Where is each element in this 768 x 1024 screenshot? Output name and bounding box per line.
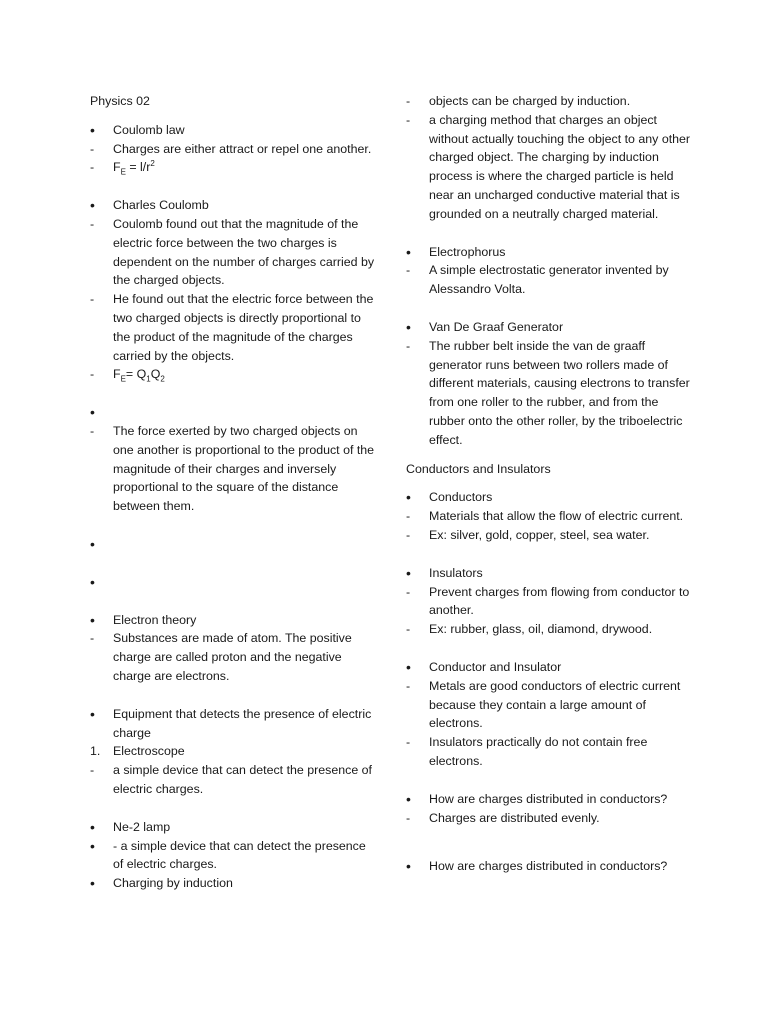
list-item <box>90 705 375 743</box>
item-text: Electroscope <box>113 744 185 759</box>
formula-part: = l/r <box>125 160 151 175</box>
item-text: How are charges distributed in conductors? <box>429 859 668 874</box>
formula-text <box>113 159 155 177</box>
dash-icon: - <box>406 584 411 599</box>
list-item <box>406 337 696 450</box>
formula-sub: 1 <box>146 374 151 384</box>
bullet-icon: • <box>90 818 95 835</box>
number-marker: 1. <box>90 744 101 759</box>
list-item <box>406 488 696 507</box>
empty-bullet <box>90 573 375 592</box>
item-text: Substances are made of atom. The positive charge are called proton and the negative charge are electrons. <box>113 631 352 683</box>
bullet-icon: • <box>406 564 411 581</box>
list-item <box>406 809 696 828</box>
formula-sub: E <box>120 167 126 177</box>
item-text: Equipment that detects the presence of electric charge <box>113 706 372 740</box>
right-column <box>406 92 696 876</box>
bullet-icon: • <box>90 573 95 590</box>
bullet-icon: • <box>90 705 95 722</box>
bullet-icon: • <box>90 121 95 138</box>
dash-icon: - <box>90 423 95 438</box>
dash-icon: - <box>90 141 95 156</box>
item-text: Charging by induction <box>113 876 233 891</box>
item-text: How are charges distributed in conductors? <box>429 791 668 806</box>
empty-bullet <box>90 535 375 554</box>
item-text: Ex: rubber, glass, oil, diamond, drywood. <box>429 622 653 637</box>
list-item <box>406 620 696 639</box>
bullet-icon: • <box>90 535 95 552</box>
dash-icon: - <box>90 292 95 307</box>
item-text: Van De Graaf Generator <box>429 319 564 334</box>
dash-icon: - <box>406 735 411 750</box>
list-item <box>406 507 696 526</box>
list-item <box>90 140 375 159</box>
list-item <box>90 215 375 290</box>
formula-sup: 2 <box>150 159 155 169</box>
item-text: a simple device that can detect the presence of electric charges. <box>113 763 372 796</box>
list-item <box>90 818 375 837</box>
list-item <box>406 583 696 621</box>
dash-icon: - <box>90 367 95 382</box>
section-heading: Conductors and Insulators <box>406 461 551 476</box>
item-text: Electron theory <box>113 612 197 627</box>
empty-bullet <box>90 403 375 422</box>
formula-part: F <box>113 367 121 382</box>
dash-icon: - <box>406 338 411 353</box>
list-item <box>406 733 696 771</box>
list-item <box>90 196 375 215</box>
item-text: Charges are either attract or repel one another. <box>113 141 372 156</box>
item-text: Ex: silver, gold, copper, steel, sea water. <box>429 527 650 542</box>
formula-sub: 2 <box>160 374 165 384</box>
dash-icon: - <box>90 160 95 175</box>
dash-icon: - <box>406 527 411 542</box>
formula-part: Q <box>150 367 161 382</box>
list-item <box>90 874 375 893</box>
item-text: Metals are good conductors of electric current because they contain a large amount of electrons. <box>429 678 681 731</box>
bullet-icon: • <box>90 875 95 892</box>
list-item <box>90 837 375 875</box>
list-item <box>90 290 375 365</box>
item-text: - a simple device that can detect the presence of electric charges. <box>113 838 366 872</box>
list-item <box>90 611 375 630</box>
formula-text <box>113 367 165 384</box>
list-item <box>90 761 375 799</box>
list-item <box>406 677 696 733</box>
item-text: Charles Coulomb <box>113 198 209 213</box>
dash-icon: - <box>406 678 411 693</box>
item-text: objects can be charged by induction. <box>429 94 631 108</box>
list-item <box>90 422 375 516</box>
list-item <box>406 658 696 677</box>
item-text: Conductors <box>429 490 493 505</box>
bullet-icon: • <box>406 790 411 807</box>
item-text: Charges are distributed evenly. <box>429 810 600 825</box>
formula-sub: E <box>120 374 126 384</box>
item-text: Ne-2 lamp <box>113 819 171 834</box>
list-item <box>406 790 696 809</box>
item-text: a charging method that charges an object without actually touching the object to any other charged object. The charging by induction process is where the charged particle is held near an uncharged conductive material that is grounded on a neutrally charged material. <box>429 112 691 221</box>
item-text: The rubber belt inside the van de graaff generator runs between two rollers made of different materials, causing electrons to transfer from one roller to the rubber, and from the rubber onto the other roller, by the triboelectric effect. <box>429 338 690 447</box>
formula-part: = Q <box>125 367 147 382</box>
bullet-icon: • <box>406 658 411 675</box>
item-text: Coulomb found out that the magnitude of the electric force between the two charges is dependent on the number of charges carried by the charged objects. <box>113 216 375 288</box>
list-item <box>90 121 375 140</box>
bullet-icon: • <box>406 489 411 506</box>
dash-icon: - <box>406 112 411 127</box>
dash-icon: - <box>406 622 411 637</box>
list-item <box>406 857 696 876</box>
item-text: Prevent charges from flowing from conductor to another. <box>429 584 690 618</box>
dash-icon: - <box>406 509 411 524</box>
item-text: A simple electrostatic generator invented by Alessandro Volta. <box>429 263 669 297</box>
bullet-icon: • <box>90 611 95 628</box>
dash-icon: - <box>90 763 95 778</box>
item-text: Materials that allow the flow of electric current. <box>429 509 684 524</box>
list-item <box>90 629 375 685</box>
formula-item <box>90 158 375 177</box>
dash-icon: - <box>90 216 95 231</box>
item-text: The force exerted by two charged objects on one another is proportional to the product of the magnitude of their charges and inversely proportional to the square of the distance between them. <box>113 423 375 514</box>
formula-item <box>90 365 375 384</box>
left-column <box>90 92 375 893</box>
dash-icon: - <box>90 631 95 646</box>
list-item <box>406 318 696 337</box>
bullet-icon: • <box>90 404 95 421</box>
item-text: Electrophorus <box>429 244 506 259</box>
list-item <box>406 526 696 545</box>
item-text: Conductor and Insulator <box>429 659 562 674</box>
list-item <box>406 243 696 262</box>
dash-icon: - <box>406 810 411 825</box>
item-text: Insulators practically do not contain free electrons. <box>429 735 648 768</box>
item-text: Coulomb law <box>113 122 185 137</box>
bullet-icon: • <box>90 837 95 854</box>
bullet-icon: • <box>406 243 411 260</box>
dash-icon: - <box>406 94 411 108</box>
item-text: Insulators <box>429 565 483 580</box>
list-item <box>406 564 696 583</box>
bullet-icon: • <box>90 197 95 214</box>
dash-icon: - <box>406 263 411 278</box>
numbered-item <box>90 742 375 761</box>
list-item <box>406 92 696 111</box>
bullet-icon: • <box>406 858 411 875</box>
bullet-icon: • <box>406 318 411 335</box>
item-text: He found out that the electric force between the two charged objects is directly proportional to the product of the magnitude of the charges carried by the objects. <box>113 292 374 363</box>
page-title: Physics 02 <box>90 94 150 108</box>
formula-part: F <box>113 160 121 175</box>
list-item <box>406 261 696 299</box>
list-item <box>406 111 696 224</box>
